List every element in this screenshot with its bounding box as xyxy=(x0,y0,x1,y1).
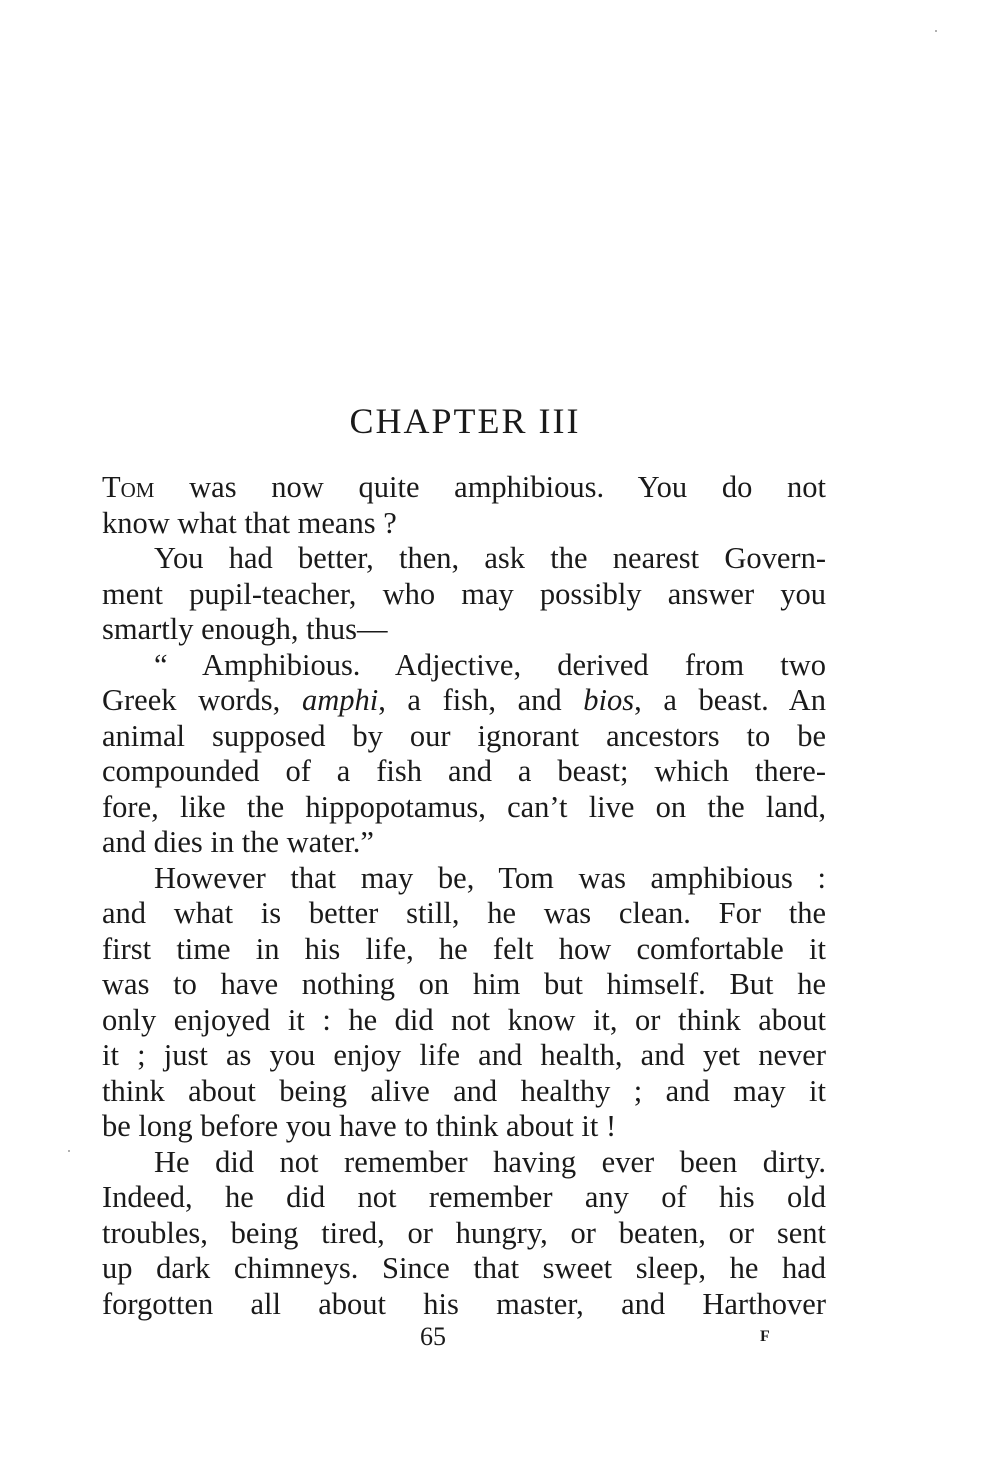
body-text xyxy=(102,470,826,1322)
text-line: Tom was now quite amphibious. You do not xyxy=(102,470,826,504)
text-line: up dark chimneys. Since that sweet sleep, he had xyxy=(102,1251,826,1285)
text-line: You had better, then, ask the nearest Govern- xyxy=(154,541,826,575)
chapter-title: CHAPTER III xyxy=(349,401,581,441)
text-line: be long before you have to think about it ! xyxy=(102,1109,617,1143)
text-line: ment pupil-teacher, who may possibly answer you xyxy=(102,576,826,611)
text-line: think about being alive and healthy ; and may it xyxy=(102,1073,826,1108)
italic-word: bios xyxy=(583,683,635,717)
small-caps-lead: Tom xyxy=(102,470,190,504)
text-line: troubles, being tired, or hungry, or beaten, or sent xyxy=(102,1215,826,1250)
text-line: was to have nothing on him but himself. But he xyxy=(102,967,826,1001)
text-line: Indeed, he did not remember any of his old xyxy=(102,1180,826,1214)
text-line: He did not remember having ever been dirty. xyxy=(154,1144,826,1179)
text-line: know what that means ? xyxy=(102,505,397,540)
text-line: first time in his life, he felt how comfortable it xyxy=(102,931,826,966)
text-line: However that may be, Tom was amphibious : xyxy=(154,860,826,895)
italic-word: amphi xyxy=(301,683,379,717)
text-line: fore, like the hippopotamus, can’t live on the land, xyxy=(102,789,826,824)
scan-speck xyxy=(68,1150,70,1152)
scan-speck xyxy=(935,30,937,32)
text-line: forgotten all about his master, and Harthover xyxy=(102,1286,826,1321)
text-line: and what is better still, he was clean. For the xyxy=(102,896,826,930)
signature-mark: F xyxy=(760,1328,770,1345)
text-line: Greek words, amphi, a fish, and bios, a beast. An xyxy=(102,683,827,717)
text-line: it ; just as you enjoy life and health, and yet never xyxy=(102,1038,826,1072)
text-line: “ Amphibious. Adjective, derived from two xyxy=(154,647,826,682)
page-number: 65 xyxy=(420,1322,446,1351)
text-line: smartly enough, thus— xyxy=(102,612,388,646)
text-line: compounded of a fish and a beast; which there- xyxy=(102,754,826,788)
text-line: and dies in the water.” xyxy=(102,825,374,859)
text-line: animal supposed by our ignorant ancestors to be xyxy=(102,718,826,753)
text-line: only enjoyed it : he did not know it, or think about xyxy=(102,1002,826,1037)
